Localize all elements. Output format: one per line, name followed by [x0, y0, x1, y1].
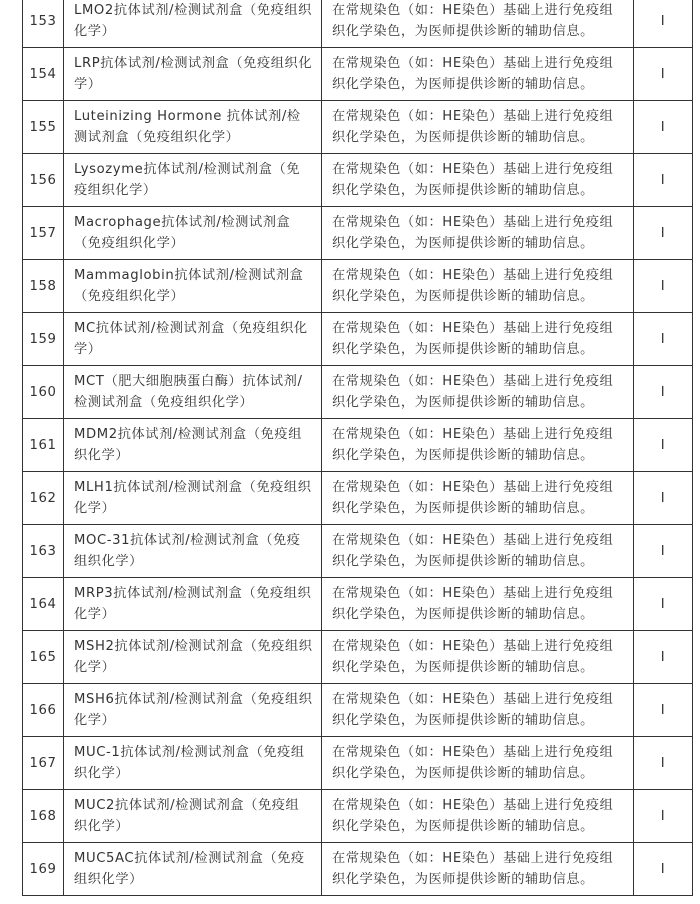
row-number-cell: [23, 366, 64, 419]
row-number: 168: [29, 808, 57, 824]
intended-use-cell: [322, 154, 634, 207]
product-name: Macrophage抗体试剂/检测试剂盒（免疫组织化学）: [74, 215, 291, 251]
table-row: [23, 684, 693, 737]
intended-use: 在常规染色（如：HE染色）基础上进行免疫组织化学染色，为医师提供诊断的辅助信息。: [332, 268, 614, 304]
intended-use-cell: [322, 260, 634, 313]
management-class: I: [660, 66, 666, 82]
management-class: I: [660, 13, 666, 29]
product-name: LMO2抗体试剂/检测试剂盒（免疫组织化学）: [74, 3, 312, 39]
table-row: [23, 313, 693, 366]
table-row: [23, 419, 693, 472]
table-row: [23, 154, 693, 207]
table-row: [23, 472, 693, 525]
management-class-cell: [634, 472, 693, 525]
product-name: LRP抗体试剂/检测试剂盒（免疫组织化学）: [74, 56, 313, 92]
management-class: I: [660, 384, 666, 400]
intended-use: 在常规染色（如：HE染色）基础上进行免疫组织化学染色，为医师提供诊断的辅助信息。: [332, 109, 614, 145]
management-class-cell: [634, 207, 693, 260]
management-class: I: [660, 490, 666, 506]
management-class: I: [660, 119, 666, 135]
management-class-cell: [634, 631, 693, 684]
row-number-cell: [23, 207, 64, 260]
product-name-cell: [64, 154, 322, 207]
product-name-cell: [64, 631, 322, 684]
table-row: [23, 366, 693, 419]
product-name: MRP3抗体试剂/检测试剂盒（免疫组织化学）: [74, 586, 312, 622]
row-number: 161: [29, 437, 57, 453]
product-name: MUC2抗体试剂/检测试剂盒（免疫组织化学）: [74, 798, 300, 834]
product-table-container: [22, 0, 692, 896]
intended-use: 在常规染色（如：HE染色）基础上进行免疫组织化学染色，为医师提供诊断的辅助信息。: [332, 798, 614, 834]
table-row: [23, 48, 693, 101]
intended-use-cell: [322, 313, 634, 366]
intended-use-cell: [322, 684, 634, 737]
management-class-cell: [634, 0, 693, 48]
product-name-cell: [64, 843, 322, 896]
management-class: I: [660, 649, 666, 665]
management-class-cell: [634, 366, 693, 419]
row-number: 166: [29, 702, 57, 718]
product-name-cell: [64, 260, 322, 313]
management-class: I: [660, 543, 666, 559]
intended-use: 在常规染色（如：HE染色）基础上进行免疫组织化学染色，为医师提供诊断的辅助信息。: [332, 321, 614, 357]
product-name-cell: [64, 578, 322, 631]
intended-use-cell: [322, 101, 634, 154]
table-row: [23, 101, 693, 154]
management-class-cell: [634, 843, 693, 896]
product-name-cell: [64, 48, 322, 101]
table-row: [23, 631, 693, 684]
intended-use: 在常规染色（如：HE染色）基础上进行免疫组织化学染色，为医师提供诊断的辅助信息。: [332, 639, 614, 675]
row-number: 163: [29, 543, 57, 559]
product-name: Mammaglobin抗体试剂/检测试剂盒（免疫组织化学）: [74, 268, 304, 304]
management-class: I: [660, 596, 666, 612]
intended-use-cell: [322, 790, 634, 843]
intended-use: 在常规染色（如：HE染色）基础上进行免疫组织化学染色，为医师提供诊断的辅助信息。: [332, 374, 614, 410]
product-name-cell: [64, 101, 322, 154]
intended-use-cell: [322, 631, 634, 684]
management-class-cell: [634, 48, 693, 101]
intended-use: 在常规染色（如：HE染色）基础上进行免疫组织化学染色，为医师提供诊断的辅助信息。: [332, 480, 614, 516]
product-name-cell: [64, 737, 322, 790]
product-table: [22, 0, 693, 896]
management-class: I: [660, 808, 666, 824]
row-number-cell: [23, 790, 64, 843]
management-class: I: [660, 331, 666, 347]
product-name-cell: [64, 0, 322, 48]
row-number: 160: [29, 384, 57, 400]
table-row: [23, 737, 693, 790]
product-name-cell: [64, 472, 322, 525]
intended-use-cell: [322, 737, 634, 790]
intended-use-cell: [322, 843, 634, 896]
management-class: I: [660, 225, 666, 241]
product-name: MUC-1抗体试剂/检测试剂盒（免疫组织化学）: [74, 745, 305, 781]
row-number-cell: [23, 48, 64, 101]
management-class-cell: [634, 154, 693, 207]
intended-use-cell: [322, 207, 634, 260]
intended-use: 在常规染色（如：HE染色）基础上进行免疫组织化学染色，为医师提供诊断的辅助信息。: [332, 586, 614, 622]
row-number: 156: [29, 172, 57, 188]
management-class-cell: [634, 313, 693, 366]
product-name: MOC-31抗体试剂/检测试剂盒（免疫组织化学）: [74, 533, 301, 569]
intended-use: 在常规染色（如：HE染色）基础上进行免疫组织化学染色，为医师提供诊断的辅助信息。: [332, 533, 614, 569]
row-number-cell: [23, 260, 64, 313]
row-number-cell: [23, 419, 64, 472]
intended-use: 在常规染色（如：HE染色）基础上进行免疫组织化学染色，为医师提供诊断的辅助信息。: [332, 427, 614, 463]
management-class-cell: [634, 260, 693, 313]
product-name-cell: [64, 790, 322, 843]
row-number: 154: [29, 66, 57, 82]
row-number: 159: [29, 331, 57, 347]
row-number: 158: [29, 278, 57, 294]
row-number-cell: [23, 737, 64, 790]
product-name-cell: [64, 684, 322, 737]
row-number-cell: [23, 0, 64, 48]
management-class-cell: [634, 737, 693, 790]
table-row: [23, 207, 693, 260]
management-class: I: [660, 861, 666, 877]
row-number: 157: [29, 225, 57, 241]
row-number-cell: [23, 154, 64, 207]
product-name: MUC5AC抗体试剂/检测试剂盒（免疫组织化学）: [74, 851, 305, 887]
intended-use: 在常规染色（如：HE染色）基础上进行免疫组织化学染色，为医师提供诊断的辅助信息。: [332, 3, 614, 39]
management-class: I: [660, 172, 666, 188]
management-class: I: [660, 437, 666, 453]
row-number-cell: [23, 578, 64, 631]
product-name-cell: [64, 525, 322, 578]
intended-use-cell: [322, 472, 634, 525]
product-name: MC抗体试剂/检测试剂盒（免疫组织化学）: [74, 321, 308, 357]
intended-use-cell: [322, 419, 634, 472]
table-row: [23, 0, 693, 48]
management-class-cell: [634, 578, 693, 631]
row-number: 164: [29, 596, 57, 612]
management-class-cell: [634, 525, 693, 578]
intended-use: 在常规染色（如：HE染色）基础上进行免疫组织化学染色，为医师提供诊断的辅助信息。: [332, 692, 614, 728]
intended-use: 在常规染色（如：HE染色）基础上进行免疫组织化学染色，为医师提供诊断的辅助信息。: [332, 215, 614, 251]
product-name-cell: [64, 419, 322, 472]
intended-use: 在常规染色（如：HE染色）基础上进行免疫组织化学染色，为医师提供诊断的辅助信息。: [332, 851, 614, 887]
intended-use-cell: [322, 0, 634, 48]
management-class: I: [660, 702, 666, 718]
row-number-cell: [23, 843, 64, 896]
intended-use-cell: [322, 48, 634, 101]
row-number: 155: [29, 119, 57, 135]
table-row: [23, 843, 693, 896]
intended-use: 在常规染色（如：HE染色）基础上进行免疫组织化学染色，为医师提供诊断的辅助信息。: [332, 162, 614, 198]
table-row: [23, 260, 693, 313]
product-name: Luteinizing Hormone 抗体试剂/检测试剂盒（免疫组织化学）: [74, 109, 301, 145]
product-name-cell: [64, 207, 322, 260]
management-class: I: [660, 755, 666, 771]
row-number: 165: [29, 649, 57, 665]
intended-use-cell: [322, 578, 634, 631]
product-name: MSH6抗体试剂/检测试剂盒（免疫组织化学）: [74, 692, 313, 728]
row-number-cell: [23, 101, 64, 154]
row-number-cell: [23, 525, 64, 578]
table-row: [23, 578, 693, 631]
intended-use: 在常规染色（如：HE染色）基础上进行免疫组织化学染色，为医师提供诊断的辅助信息。: [332, 56, 614, 92]
table-row: [23, 525, 693, 578]
row-number-cell: [23, 472, 64, 525]
product-name-cell: [64, 313, 322, 366]
row-number: 167: [29, 755, 57, 771]
product-name: MLH1抗体试剂/检测试剂盒（免疫组织化学）: [74, 480, 312, 516]
table-body: [23, 0, 693, 896]
table-row: [23, 790, 693, 843]
management-class-cell: [634, 419, 693, 472]
product-name: Lysozyme抗体试剂/检测试剂盒（免疫组织化学）: [74, 162, 301, 198]
row-number: 162: [29, 490, 57, 506]
row-number-cell: [23, 684, 64, 737]
row-number-cell: [23, 313, 64, 366]
product-name-cell: [64, 366, 322, 419]
management-class-cell: [634, 790, 693, 843]
row-number-cell: [23, 631, 64, 684]
intended-use: 在常规染色（如：HE染色）基础上进行免疫组织化学染色，为医师提供诊断的辅助信息。: [332, 745, 614, 781]
row-number: 169: [29, 861, 57, 877]
management-class-cell: [634, 684, 693, 737]
product-name: MDM2抗体试剂/检测试剂盒（免疫组织化学）: [74, 427, 302, 463]
intended-use-cell: [322, 525, 634, 578]
product-name: MSH2抗体试剂/检测试剂盒（免疫组织化学）: [74, 639, 313, 675]
row-number: 153: [29, 13, 57, 29]
intended-use-cell: [322, 366, 634, 419]
product-name: MCT（肥大细胞胰蛋白酶）抗体试剂/检测试剂盒（免疫组织化学）: [74, 374, 303, 410]
management-class: I: [660, 278, 666, 294]
management-class-cell: [634, 101, 693, 154]
